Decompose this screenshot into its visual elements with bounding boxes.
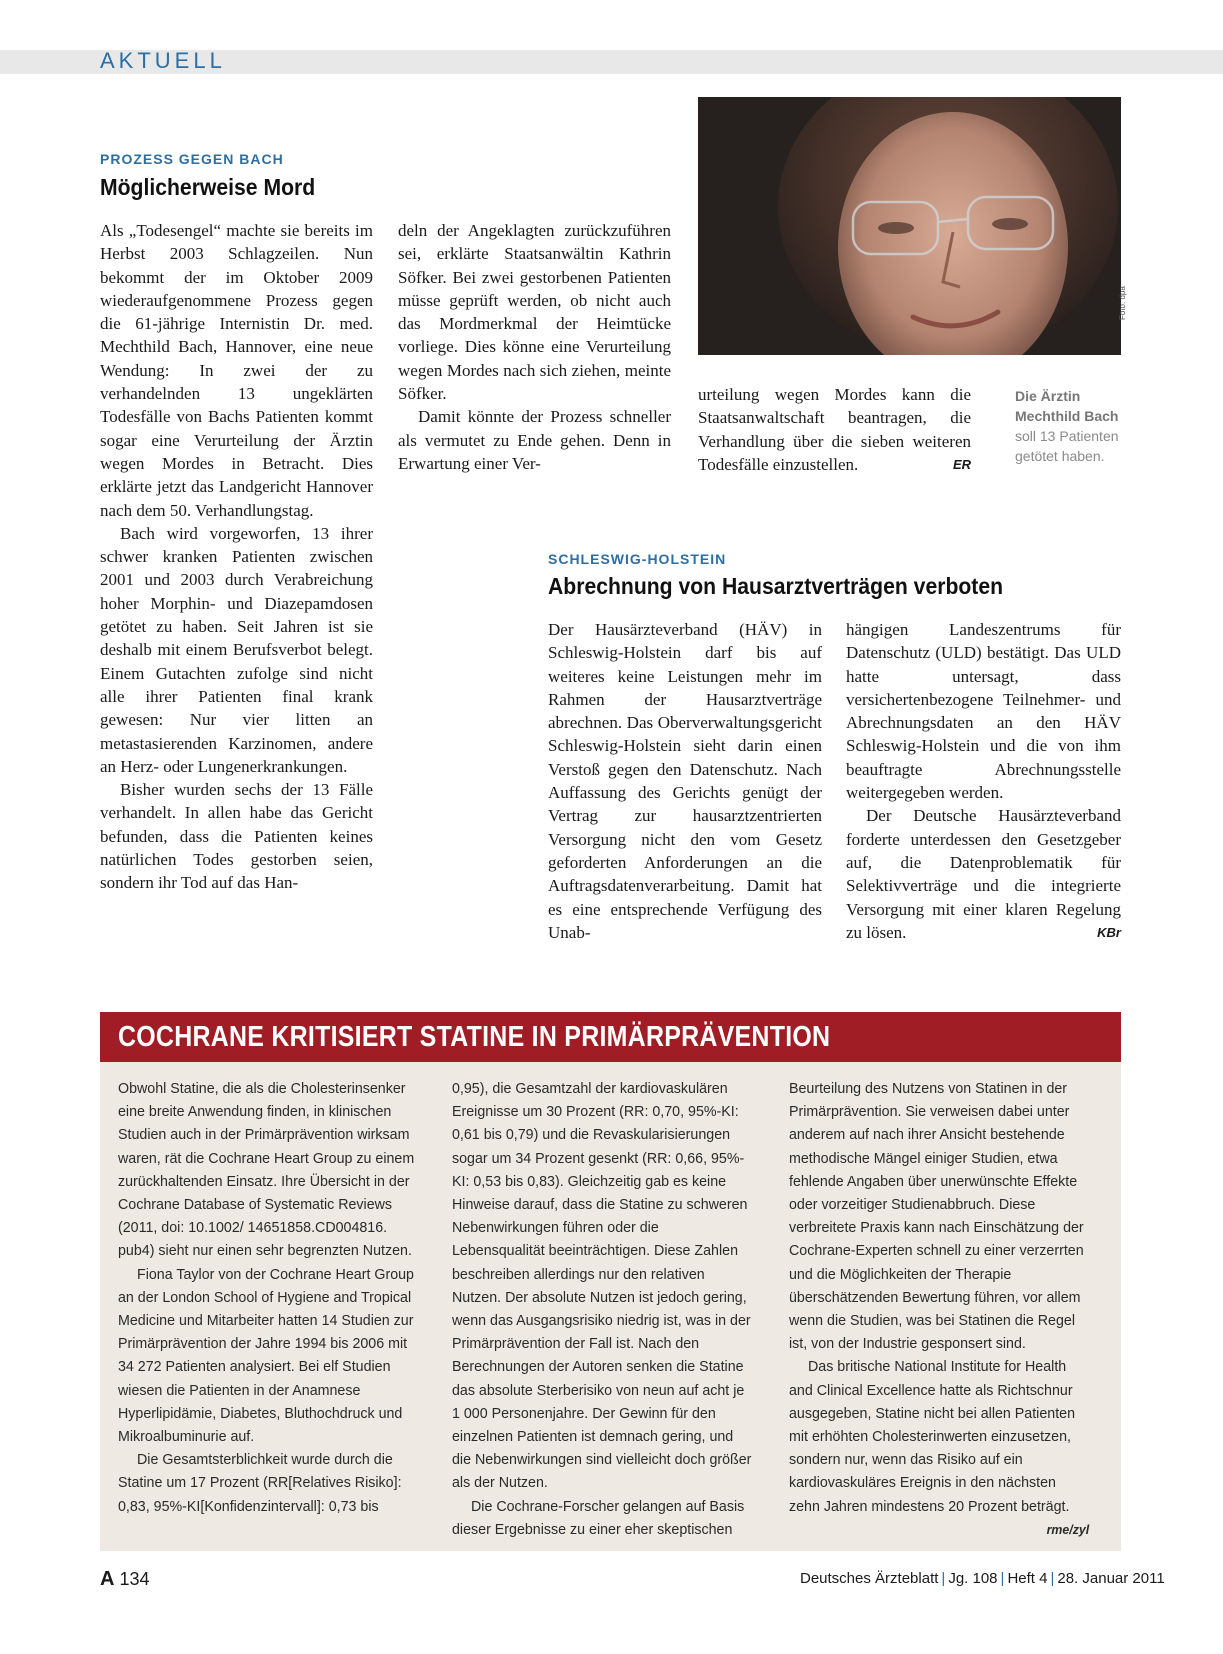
paragraph: Die Gesamtsterblichkeit wurde durch die Statine um 17 Prozent (RR[Relatives Risiko]: 0,83, 95%-KI[Konfidenzintervall]: 0,73 bis: [118, 1451, 402, 1515]
box-column-3: [789, 1077, 1089, 1541]
photo-caption: [1015, 386, 1135, 466]
paragraph: Bach wird vorgeworfen, 13 ihrer schwer kranken Patienten zwischen 2001 und 2003 durch Verabreichung hoher Morphin- und Diazepamdosen getötet zu haben. Seit Jahren ist sie deshalb mit einem Berufsverbot belegt. Einem Gutachten zufolge sind nicht alle ihrer Patienten final krank gewesen: Nur vier litten an metastasierenden Karzinomen, andere an Herz- oder Lungenerkrankungen.: [100, 523, 373, 776]
paragraph-text: Der Deutsche Hausärzteverband forderte unterdessen den Gesetzgeber auf, die Datenproblematik für Selektivverträge und die integrierte Versorgung mit einer klaren Regelung zu lösen.: [846, 806, 1121, 942]
page-number-value: 134: [119, 1569, 150, 1589]
paragraph: Die Cochrane-Forscher gelangen auf Basis dieser Ergebnisse zu einer eher skeptischen: [452, 1497, 745, 1538]
paragraph: [846, 804, 1121, 944]
paragraph-text: urteilung wegen Mordes kann die Staatsanwaltschaft beantragen, die Verhandlung über die sieben weiteren Todesfälle einzustellen.: [698, 385, 971, 474]
author-tag: rme/zyl: [1046, 1521, 1090, 1537]
article1-headline: Möglicherweise Mord: [100, 174, 316, 200]
page-number: [100, 1568, 150, 1591]
article2-column-2: [846, 618, 1121, 944]
article2-kicker: SCHLESWIG-HOLSTEIN: [548, 551, 727, 567]
issue: Heft 4: [1007, 1570, 1048, 1587]
paragraph: deln der Angeklagten zurückzuführen sei, erklärte Staatsanwältin Kathrin Söfker. Bei zwei gestorbenen Patienten müsse geprüft werden, ob nicht auch das Mordmerkmal der Heimtücke vorliege. Dies könne eine Verurteilung wegen Mordes nach sich ziehen, meinte Söfker.: [398, 221, 671, 404]
paragraph: Der Hausärzteverband (HÄV) in Schleswig-Holstein darf bis auf weiteres keine Leistungen mehr im Rahmen der Hausarztverträge abrechnen. Das Oberverwaltungsgericht Schleswig-Holstein sieht darin einen Verstoß gegen den Datenschutz. Nach Auffassung des Gerichts genügt der Vertrag zur hausarztzentrierten Versorgung nicht den vom Gesetz geforderten Anforderungen an die Auftragsdatenverarbeitung. Damit hat es eine entsprechende Verfügung des Unab-: [548, 620, 822, 942]
paragraph: Beurteilung des Nutzens von Statinen in der Primärprävention. Sie verweisen dabei unter anderem auf nach ihrer Ansicht bestehende methodische Mängel einiger Studien, etwa fehlende Angaben über unerwünschte Effekte oder vorzeitiger Studienabbruch. Diese verbreitete Praxis kann nach Einschätzung der Cochrane-Experten schnell zu einer verzerrten und die Möglichkeiten der Therapie überschätzenden Bewertung führen, vor allem wenn die Studien, was bei Statinen die Regel ist, von der Industrie gesponsert sind.: [789, 1080, 1084, 1353]
issue-date: 28. Januar 2011: [1057, 1570, 1165, 1587]
separator: |: [1050, 1570, 1055, 1587]
article1-kicker: PROZESS GEGEN BACH: [100, 151, 284, 167]
box-title-bar: [100, 1012, 1121, 1062]
paragraph: Obwohl Statine, die als die Cholesterinsenker eine breite Anwendung finden, in klinischen Studien auch in der Primärprävention wirksam waren, rät die Cochrane Heart Group zu einem zurückhaltenden Einsatz. Ihre Übersicht in der Cochrane Database of Systematic Reviews (2011, doi: 10.1002/ 14651858.CD004816. pub4) sieht nur einen sehr begrenzten Nutzen.: [118, 1080, 415, 1260]
paragraph: Fiona Taylor von der Cochrane Heart Group an der London School of Hygiene and Tropical Medicine und Mitarbeiter hatten 14 Studien zur Primärprävention der Jahre 1994 bis 2006 mit 34 272 Patienten analysiert. Bei elf Studien wiesen die Patienten in der Anamnese Hyperlipidämie, Diabetes, Bluthochdruck und Mikroalbuminurie auf.: [118, 1265, 414, 1446]
paragraph: Damit könnte der Prozess schneller als vermutet zu Ende gehen. Denn in Erwartung einer Ver-: [398, 407, 671, 473]
paragraph-text: Das britische National Institute for Health and Clinical Excellence hatte als Richtschnur ausgegeben, Statine nicht bei allen Patienten mit erhöhten Cholesterinwerten einzusetzen, sondern nur, wenn das Risiko auf ein kardiovaskuläres Ereignis in den nächsten zehn Jahren mindestens 20 Prozent beträgt.: [789, 1358, 1076, 1515]
photo-credit: Foto: dpa: [1118, 286, 1127, 320]
caption-bold: Die Ärztin Mechthild Bach: [1015, 388, 1119, 424]
box-column-2: [452, 1077, 752, 1541]
paragraph: hängigen Landeszentrums für Datenschutz (ULD) bestätigt. Das ULD hatte untersagt, dass versichertenbezogene Teilnehmer- und Abrechnungsdaten an den HÄV Schleswig-Holstein und die von ihm beauftragte Abrechnungsstelle weitergegeben werden.: [846, 620, 1121, 803]
box-column-1: [118, 1077, 418, 1518]
article1-column-3: [698, 383, 971, 476]
box-title: COCHRANE KRITISIERT STATINE IN PRIMÄRPRÄVENTION: [118, 1021, 831, 1053]
portrait-photo: [698, 97, 1121, 355]
separator: |: [941, 1570, 946, 1587]
volume: Jg. 108: [948, 1570, 998, 1587]
paragraph: Bisher wurden sechs der 13 Fälle verhandelt. In allen habe das Gericht befunden, dass die Patienten keines natürlichen Todes gestorben seien, sondern ihr Tod auf das Han-: [100, 780, 373, 893]
portrait-illustration: [698, 97, 1121, 355]
paragraph: Als „Todesengel“ machte sie bereits im Herbst 2003 Schlagzeilen. Nun bekommt der im Oktober 2009 wiederaufgenommene Prozess gegen die 61-jährige Internistin Dr. med. Mechthild Bach, Hannover, eine neue Wendung: In zwei der zu verhandelnden 13 ungeklärten Todesfälle von Bachs Patienten kommt sogar eine Verurteilung der Ärztin wegen Mordes in Betracht. Dies erklärte jetzt das Landgericht Hannover nach dem 50. Verhandlungstag.: [100, 221, 373, 520]
article1-column-2: [398, 219, 671, 475]
paragraph: [698, 383, 971, 476]
article1-column-1: [100, 219, 373, 895]
caption-text: soll 13 Patienten getötet haben.: [1015, 428, 1119, 464]
page-prefix: A: [100, 1568, 115, 1590]
journal-name: Deutsches Ärzteblatt: [800, 1570, 939, 1587]
separator: |: [1000, 1570, 1005, 1587]
article2-headline: Abrechnung von Hausarztverträgen verboten: [548, 573, 1004, 599]
paragraph: 0,95), die Gesamtzahl der kardiovaskulären Ereignisse um 30 Prozent (RR: 0,70, 95%-KI: 0,61 bis 0,79) und die Revaskularisierungen sogar um 34 Prozent gesenkt (RR: 0,66, 95%-KI: 0,53 bis 0,83). Gleichzeitig gab es keine Hinweise darauf, dass die Statine zu schweren Nebenwirkungen führen oder die Lebensqualität beeinträchtigen. Diese Zahlen beschreiben allerdings nur den relativen Nutzen. Der absolute Nutzen ist jedoch gering, wenn das Ausgangsrisiko niedrig ist, was in der Primärprävention der Fall ist. Nach den Berechnungen der Autoren senken die Statine das absolute Sterberisiko von neun auf acht je 1 000 Personenjahre. Der Gewinn für den einzelnen Patienten ist demnach gering, und die Nebenwirkungen sind vielleicht doch größer als der Nutzen.: [452, 1080, 752, 1492]
author-tag: ER: [952, 456, 971, 472]
article2-column-1: [548, 618, 822, 944]
section-label: AKTUELL: [100, 48, 226, 73]
journal-footer: [800, 1570, 1165, 1587]
paragraph: [789, 1355, 1090, 1537]
author-tag: KBr: [1097, 924, 1121, 940]
